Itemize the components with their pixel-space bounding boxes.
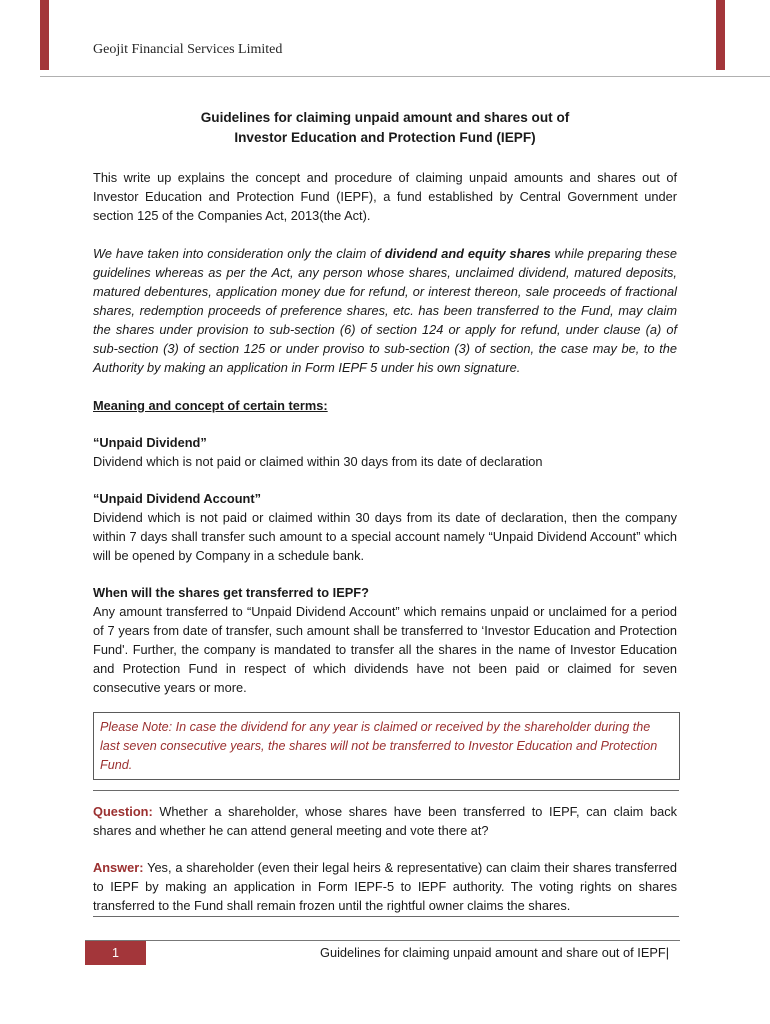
question-top-rule <box>93 790 679 791</box>
term-unpaid-dividend: “Unpaid Dividend” <box>93 435 207 450</box>
left-accent-bar <box>40 0 49 70</box>
footer-title: Guidelines for claiming unpaid amount and share out of IEPF| <box>320 945 670 960</box>
footer-divider <box>85 940 680 941</box>
intro-paragraph: This write up explains the concept and procedure of claiming unpaid amounts and shares out of Investor Education and Protection Fund (IEPF), a fund established by Central Government under section 125 of the Companies Act, 2013(the Act). <box>93 170 677 223</box>
right-accent-bar <box>716 0 725 70</box>
definition-unpaid-dividend-account: Dividend which is not paid or claimed within 30 days from its date of declaration, then the company within 7 days shall transfer such amount to a special account namely “Unpaid Dividend Account” which will be opened by Company in a schedule bank. <box>93 510 677 563</box>
answer-label: Answer: <box>93 860 144 875</box>
header-divider <box>40 76 770 77</box>
transfer-paragraph: Any amount transferred to “Unpaid Dividend Account” which remains unpaid or unclaimed for a period of 7 years from date of transfer, such amount shall be transferred to ‘Investor Education and Protection Fund'. Further, the company is mandated to transfer all the shares in the name of Investor Education and Protection Fund in respect of which dividends have not been paid or claimed for seven consecutive years or more. <box>93 604 677 695</box>
company-name: Geojit Financial Services Limited <box>93 42 283 57</box>
term-unpaid-dividend-account: “Unpaid Dividend Account” <box>93 491 262 506</box>
page-number: 1 <box>85 941 146 965</box>
please-note-box: Please Note: In case the dividend for any year is claimed or received by the shareholder during the last seven consecutive years, the shares will not be transferred to Investor Education and Protection Fund. <box>93 712 680 780</box>
answer-paragraph <box>93 858 677 915</box>
title-line-2: Investor Education and Protection Fund (IEPF) <box>234 130 536 145</box>
question-text: Whether a shareholder, whose shares have been transferred to IEPF, can claim back shares and whether he can attend general meeting and vote there at? <box>93 804 677 838</box>
scope-text-start: We have taken into consideration only the claim of <box>93 246 385 261</box>
definition-unpaid-dividend: Dividend which is not paid or claimed within 30 days from its date of declaration <box>93 454 543 469</box>
answer-text: Yes, a shareholder (even their legal heirs & representative) can claim their shares transferred to IEPF by making an application in Form IEPF-5 to IEPF authority. The voting rights on shares transferred to the Fund shall remain frozen until the rightful owner claims the shares. <box>93 860 677 913</box>
title-line-1: Guidelines for claiming unpaid amount and shares out of <box>200 110 570 125</box>
question-label: Question: <box>93 804 153 819</box>
meaning-heading: Meaning and concept of certain terms: <box>93 398 328 413</box>
scope-text-end: while preparing these guidelines whereas as per the Act, any person whose shares, unclaimed dividend, matured deposits, matured debentures, application money due for refund, or interest thereon, sale proceeds of fractional shares, redemption proceeds of preference shares, etc. has been transferred to the Fund, may claim the shares under provision to sub-section (6) of section 124 or apply for refund, under clause (a) of sub-section (3) of section 125 or under proviso to sub-section (3) of section, the case may be, to the Authority by making an application in Form IEPF 5 under his own signature. <box>93 246 677 375</box>
document-title <box>93 108 677 148</box>
answer-bottom-rule <box>93 916 679 917</box>
question-paragraph <box>93 802 677 840</box>
transfer-heading: When will the shares get transferred to IEPF? <box>93 585 369 600</box>
scope-paragraph <box>93 244 677 377</box>
scope-bold-text: dividend and equity shares <box>384 246 551 261</box>
